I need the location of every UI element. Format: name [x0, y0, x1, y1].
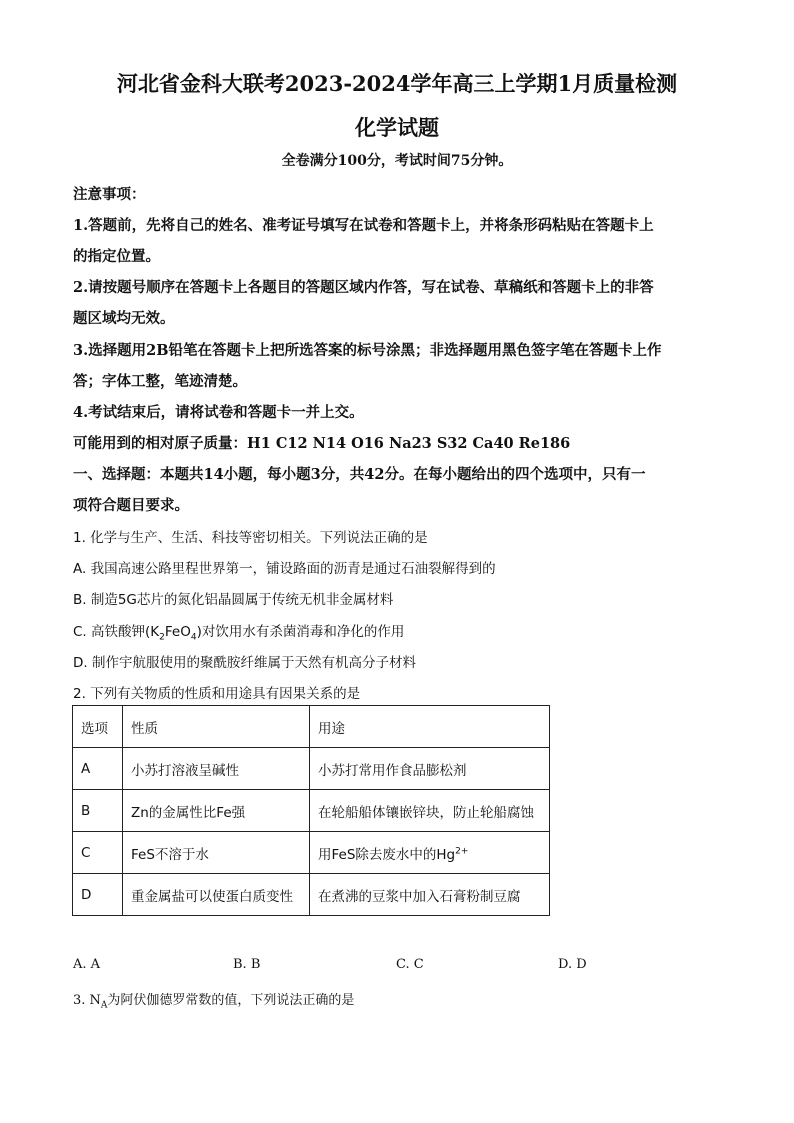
q1-option-c: C. 高铁酸钾$(K_2FeO_4)$对饮用水有杀菌消毒和净化的作用	[73, 624, 405, 643]
note-4: 4.考试结束后，请将试卷和答题卡一并上交。	[73, 404, 364, 421]
table-row	[73, 874, 550, 916]
row-property: Zn的金属性比Fe强	[123, 790, 310, 832]
note-3-line-1: 3.选择题用2B铅笔在答题卡上把所选答案的标号涂黑；非选择题用黑色签字笔在答题卡上作	[73, 342, 662, 359]
section-heading-line-2: 项符合题目要求。	[73, 497, 189, 514]
note-1-line-2: 的指定位置。	[73, 248, 160, 265]
q1-option-d: D. 制作宇航服使用的聚酰胺纤维属于天然有机高分子材料	[73, 655, 416, 671]
row-option: A	[73, 748, 123, 790]
table-row	[73, 790, 550, 832]
q2-stem: 2. 下列有关物质的性质和用途具有因果关系的是	[73, 686, 361, 702]
atomic-masses: 可能用到的相对原子质量：H1 C12 N14 O16 Na23 S32 Ca40 Re186	[73, 435, 571, 452]
row-property: 小苏打溶液呈碱性	[123, 748, 310, 790]
row-use: 在轮船船体镶嵌锌块，防止轮船腐蚀	[310, 790, 550, 832]
table-row	[73, 748, 550, 790]
exam-title: 河北省金科大联考2023-2024学年高三上学期1月质量检测	[116, 71, 678, 96]
section-heading-line-1: 一、选择题：本题共14小题，每小题3分，共42分。在每小题给出的四个选项中，只有一	[73, 466, 646, 483]
note-2-line-1: 2.请按题号顺序在答题卡上各题目的答题区域内作答，写在试卷、草稿纸和答题卡上的非答	[73, 279, 654, 296]
q2-table	[72, 705, 550, 916]
row-property: 重金属盐可以使蛋白质变性	[123, 874, 310, 916]
q2-answer-b: B. B	[233, 957, 261, 972]
q1-option-b: B. 制造5G芯片的氮化铝晶圆属于传统无机非金属材料	[73, 592, 394, 608]
exam-info: 全卷满分100分，考试时间75分钟。	[281, 153, 513, 169]
subject-title: 化学试题	[355, 115, 439, 140]
notes-heading: 注意事项：	[73, 186, 146, 203]
row-property: FeS不溶于水	[123, 832, 310, 874]
q1-option-a: A. 我国高速公路里程世界第一，铺设路面的沥青是通过石油裂解得到的	[73, 561, 496, 577]
note-3-line-2: 答；字体工整，笔迹清楚。	[73, 373, 247, 390]
header-use: 用途	[310, 706, 550, 748]
row-use: 小苏打常用作食品膨松剂	[310, 748, 550, 790]
q3-stem: 3. $N_A$为阿伏伽德罗常数的值，下列说法正确的是	[73, 993, 355, 1011]
note-2-line-2: 题区域均无效。	[73, 310, 175, 327]
table-header-row	[73, 706, 550, 748]
note-1-line-1: 1.答题前，先将自己的姓名、准考证号填写在试卷和答题卡上，并将条形码粘贴在答题卡上	[73, 217, 654, 234]
q2-answer-c: C. C	[396, 957, 424, 972]
row-option: B	[73, 790, 123, 832]
header-option: 选项	[73, 706, 123, 748]
row-option: C	[73, 832, 123, 874]
q2-answer-a: A. A	[73, 957, 101, 972]
q2-answer-d: D. D	[558, 957, 587, 972]
table-row	[73, 832, 550, 874]
q1-stem: 1. 化学与生产、生活、科技等密切相关。下列说法正确的是	[73, 530, 428, 546]
row-option: D	[73, 874, 123, 916]
row-use: 用FeS除去废水中的$Hg^{2+}$	[310, 832, 550, 874]
header-property: 性质	[123, 706, 310, 748]
row-use: 在煮沸的豆浆中加入石膏粉制豆腐	[310, 874, 550, 916]
